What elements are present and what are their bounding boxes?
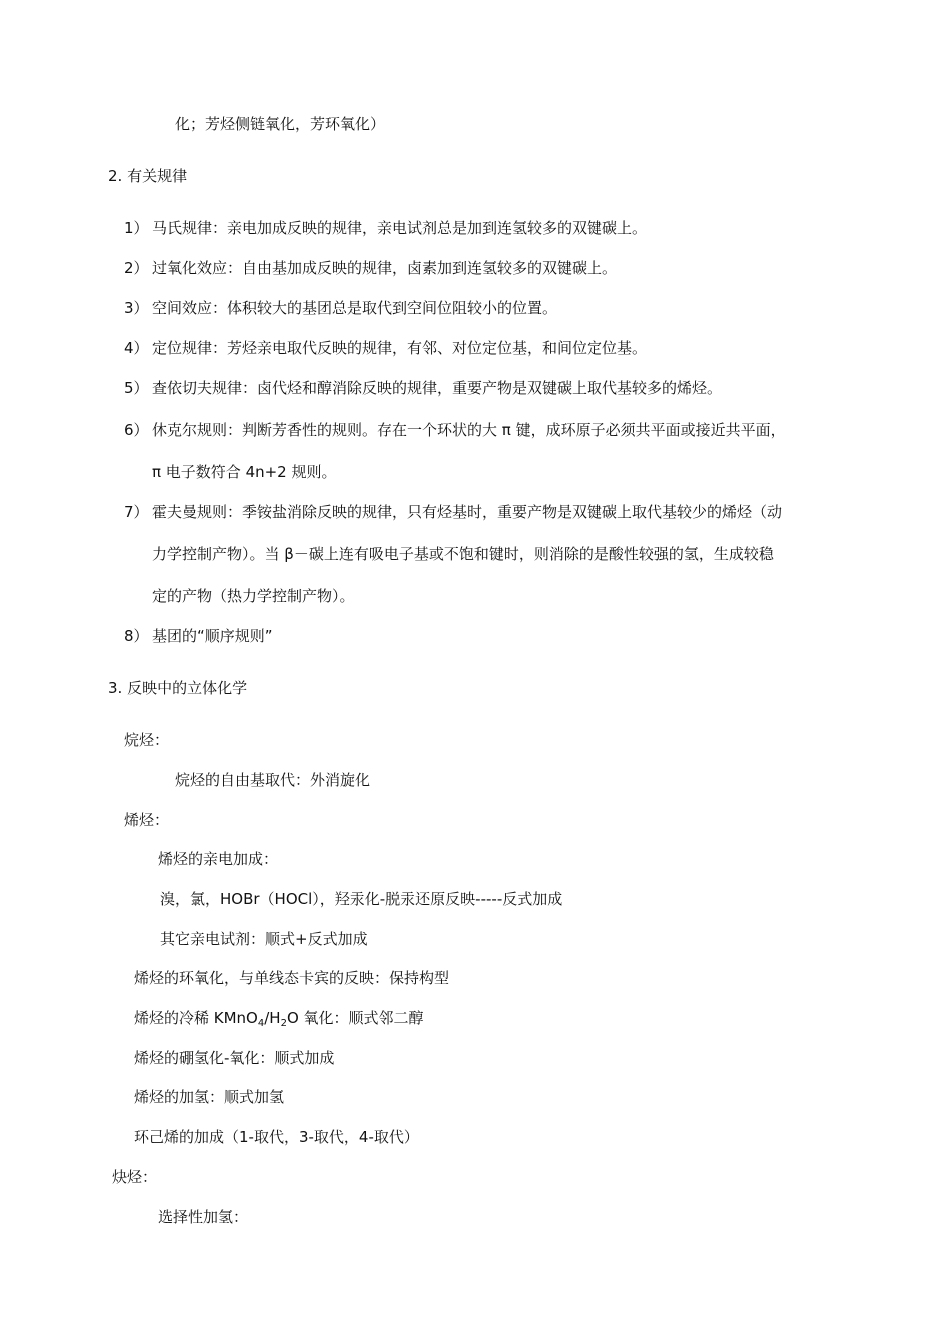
rule-text: 定位规律：芳烃亲电取代反映的规律，有邻、对位定位基，和间位定位基。 — [152, 339, 648, 357]
rule-number: 2） — [124, 259, 149, 277]
rule-text: 马氏规律：亲电加成反映的规律，亲电试剂总是加到连氢较多的双键碳上。 — [152, 219, 648, 237]
kmno4-text: /H — [264, 1009, 281, 1027]
alkene-hydroboration: 烯烃的硼氢化-氧化：顺式加成 — [134, 1049, 335, 1067]
section-2-title: 2. 有关规律 — [108, 167, 188, 185]
rule-text: 查依切夫规律：卤代烃和醇消除反映的规律，重要产物是双键碳上取代基较多的烯烃。 — [152, 379, 723, 397]
rule-text: 基团的“顺序规则” — [152, 627, 273, 645]
rule-number: 8） — [124, 627, 149, 645]
alkene-epoxidation: 烯烃的环氧化，与单线态卡宾的反映：保持构型 — [134, 969, 450, 987]
kmno4-text: 烯烃的冷稀 KMnO — [134, 1009, 258, 1027]
section-3-title: 3. 反映中的立体化学 — [108, 679, 248, 697]
alkane-item: 烷烃的自由基取代：外消旋化 — [175, 771, 371, 789]
rule-6-continuation: π 电子数符合 4n+2 规则。 — [152, 463, 337, 481]
rule-number: 1） — [124, 219, 149, 237]
rule-number: 4） — [124, 339, 149, 357]
kmno4-text: O 氧化：顺式邻二醇 — [286, 1009, 424, 1027]
subscript: 4 — [257, 1018, 265, 1029]
rule-2 — [124, 258, 617, 278]
rule-text: 休克尔规则：判断芳香性的规则。存在一个环状的大 π 键，成环原子必须共平面或接近共平面， — [152, 421, 786, 439]
alkyne-selective-hydrogenation: 选择性加氢： — [158, 1208, 249, 1226]
rule-8 — [124, 626, 273, 646]
alkene-bromine: 溴，氯，HOBr（HOCl），羟汞化-脱汞还原反映-----反式加成 — [160, 890, 563, 908]
rule-number: 7） — [124, 503, 149, 521]
alkane-heading: 烷烃： — [124, 731, 170, 749]
alkene-kmno4 — [134, 1008, 424, 1028]
rule-5 — [124, 378, 722, 398]
rule-text: 过氧化效应：自由基加成反映的规律，卤素加到连氢较多的双键碳上。 — [152, 259, 618, 277]
subscript: 2 — [280, 1018, 287, 1029]
alkene-heading: 烯烃： — [124, 811, 170, 829]
alkene-electrophilic: 烯烃的亲电加成： — [158, 850, 279, 868]
rule-7-continuation-2: 定的产物（热力学控制产物）。 — [152, 587, 355, 605]
rule-7-continuation: 力学控制产物）。当 β－碳上连有吸电子基或不饱和键时，则消除的是酸性较强的氢，生成较稳 — [152, 545, 774, 563]
alkene-hydrogenation: 烯烃的加氢：顺式加氢 — [134, 1088, 285, 1106]
rule-number: 3） — [124, 299, 149, 317]
rule-number: 6） — [124, 421, 149, 439]
rule-text: 霍夫曼规则：季铵盐消除反映的规律，只有烃基时，重要产物是双键碳上取代基较少的烯烃（动 — [152, 503, 783, 521]
rule-number: 5） — [124, 379, 149, 397]
rule-7 — [124, 502, 782, 522]
rule-4 — [124, 338, 647, 358]
cyclohexene-addition: 环己烯的加成（1-取代，3-取代，4-取代） — [134, 1128, 419, 1146]
rule-1 — [124, 218, 647, 238]
rule-text: 空间效应：体积较大的基团总是取代到空间位阻较小的位置。 — [152, 299, 558, 317]
alkene-other-reagents: 其它亲电试剂：顺式+反式加成 — [160, 930, 368, 948]
rule-6 — [124, 420, 786, 440]
rule-3 — [124, 298, 557, 318]
alkyne-heading: 炔烃： — [112, 1168, 158, 1186]
intro-continuation: 化；芳烃侧链氧化，芳环氧化） — [175, 115, 386, 133]
